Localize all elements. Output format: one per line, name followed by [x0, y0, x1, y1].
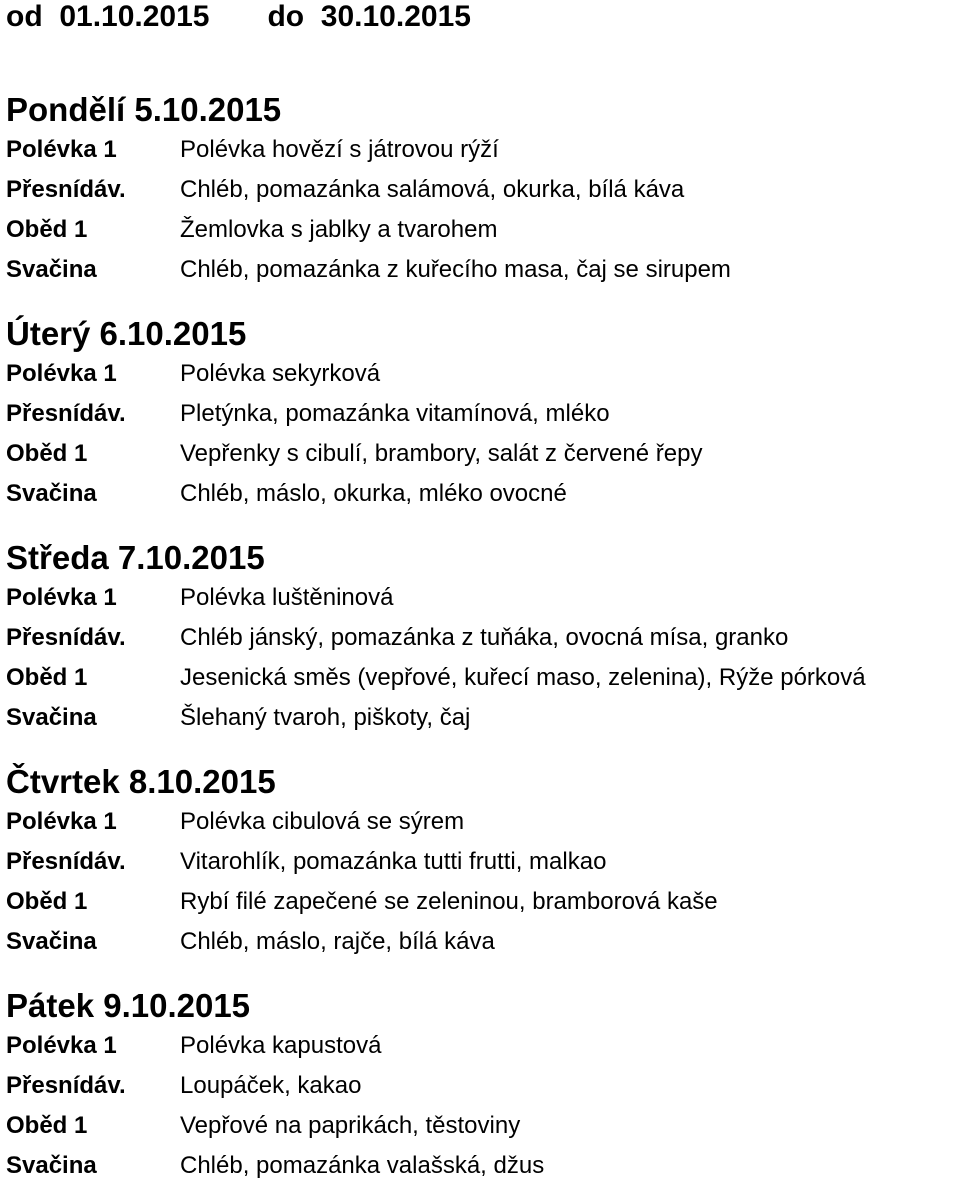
meal-label: Svačina: [6, 928, 97, 955]
meal-row: [6, 354, 960, 394]
day-section-tuesday: [6, 314, 960, 514]
meal-row: [6, 1106, 960, 1146]
meal-row: [6, 618, 960, 658]
meal-row: [6, 1026, 960, 1066]
meal-dish: Šlehaný tvaroh, piškoty, čaj: [180, 704, 471, 731]
meal-dish: Polévka sekyrková: [180, 360, 381, 387]
date-range-from: od 01.10.2015: [6, 0, 210, 33]
day-section-monday: [6, 90, 960, 290]
meal-row: [6, 250, 960, 290]
meal-label: Polévka 1: [6, 360, 117, 387]
meal-row: [6, 474, 960, 514]
meal-row: [6, 210, 960, 250]
meal-row: [6, 922, 960, 962]
meal-row: [6, 842, 960, 882]
date-range: [6, 0, 471, 34]
day-section-wednesday: [6, 538, 960, 738]
meal-label: Přesnídáv.: [6, 848, 126, 875]
meal-row: [6, 434, 960, 474]
day-section-thursday: [6, 762, 960, 962]
meal-dish: Chléb jánský, pomazánka z tuňáka, ovocná mísa, granko: [180, 624, 789, 651]
meal-label: Oběd 1: [6, 1112, 88, 1139]
meal-row: [6, 698, 960, 738]
meal-dish: Chléb, máslo, okurka, mléko ovocné: [180, 480, 567, 507]
meal-dish: Polévka hovězí s játrovou rýží: [180, 136, 499, 163]
date-range-to: do 30.10.2015: [267, 0, 471, 33]
meal-dish: Jesenická směs (vepřové, kuřecí maso, zelenina), Rýže pórková: [180, 664, 866, 691]
meal-label: Svačina: [6, 1152, 97, 1179]
day-title: Pondělí 5.10.2015: [6, 91, 282, 128]
meal-label: Svačina: [6, 480, 97, 507]
meal-row: [6, 1066, 960, 1106]
meal-label: Polévka 1: [6, 584, 117, 611]
meal-dish: Rybí filé zapečené se zeleninou, bramborová kaše: [180, 888, 718, 915]
meal-label: Svačina: [6, 256, 97, 283]
meal-label: Svačina: [6, 704, 97, 731]
meal-label: Přesnídáv.: [6, 624, 126, 651]
meal-label: Přesnídáv.: [6, 1072, 126, 1099]
meal-dish: Vepřové na paprikách, těstoviny: [180, 1112, 521, 1139]
meal-label: Oběd 1: [6, 440, 88, 467]
meal-label: Přesnídáv.: [6, 400, 126, 427]
meal-row: [6, 170, 960, 210]
meal-dish: Chléb, pomazánka valašská, džus: [180, 1152, 545, 1179]
meal-label: Polévka 1: [6, 808, 117, 835]
meal-row: [6, 1146, 960, 1186]
meal-dish: Polévka kapustová: [180, 1032, 382, 1059]
meal-label: Polévka 1: [6, 1032, 117, 1059]
meal-dish: Chléb, máslo, rajče, bílá káva: [180, 928, 495, 955]
meal-row: [6, 802, 960, 842]
meal-dish: Vitarohlík, pomazánka tutti frutti, malkao: [180, 848, 607, 875]
meal-dish: Polévka luštěninová: [180, 584, 394, 611]
meal-row: [6, 882, 960, 922]
meal-dish: Polévka cibulová se sýrem: [180, 808, 465, 835]
day-title: Úterý 6.10.2015: [6, 315, 247, 352]
meal-dish: Loupáček, kakao: [180, 1072, 362, 1099]
meal-label: Oběd 1: [6, 216, 88, 243]
meal-label: Polévka 1: [6, 136, 117, 163]
day-title: Pátek 9.10.2015: [6, 987, 251, 1024]
meal-row: [6, 394, 960, 434]
meal-label: Oběd 1: [6, 888, 88, 915]
meal-dish: Pletýnka, pomazánka vitamínová, mléko: [180, 400, 610, 427]
meal-dish: Chléb, pomazánka salámová, okurka, bílá káva: [180, 176, 685, 203]
day-title: Středa 7.10.2015: [6, 539, 265, 576]
day-title: Čtvrtek 8.10.2015: [6, 763, 276, 800]
meal-row: [6, 578, 960, 618]
meal-dish: Chléb, pomazánka z kuřecího masa, čaj se sirupem: [180, 256, 731, 283]
meal-dish: Vepřenky s cibulí, brambory, salát z červené řepy: [180, 440, 703, 467]
meal-label: Oběd 1: [6, 664, 88, 691]
meal-row: [6, 130, 960, 170]
meal-dish: Žemlovka s jablky a tvarohem: [180, 216, 498, 243]
meal-row: [6, 658, 960, 698]
meal-label: Přesnídáv.: [6, 176, 126, 203]
day-section-friday: [6, 986, 960, 1186]
